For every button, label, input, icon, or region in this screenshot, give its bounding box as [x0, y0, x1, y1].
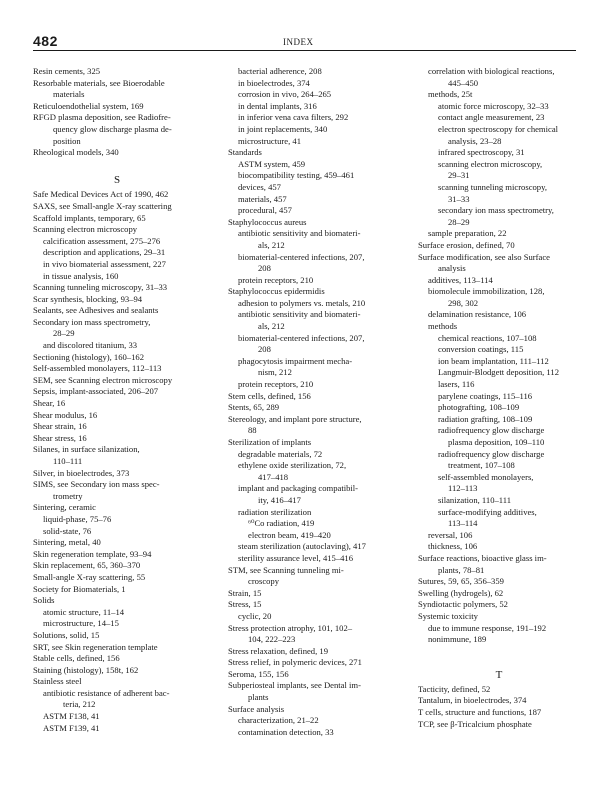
- index-subentry: surface-modifying additives,: [438, 506, 537, 517]
- index-entry: SIMS, see Secondary ion mass spec-: [33, 479, 160, 490]
- spacer: [418, 646, 580, 658]
- index-entry: Scanning electron microscopy: [33, 224, 138, 235]
- index-subentry: implant and packaging compatibil-: [238, 483, 359, 494]
- index-entry: Scaffold implants, temporary, 65: [33, 212, 146, 223]
- index-entry: Stable cells, defined, 156: [33, 653, 120, 664]
- index-entry: SAXS, see Small-angle X-ray scattering: [33, 200, 172, 211]
- index-subentry: microstructure, 14–15: [43, 618, 119, 629]
- header-rule: [33, 50, 576, 51]
- index-subentry: nism, 212: [258, 367, 292, 378]
- index-entry: Sectioning (histology), 160–162: [33, 351, 144, 362]
- index-column-middle: [228, 66, 398, 738]
- index-entry: Subperiosteal implants, see Dental im-: [228, 680, 361, 691]
- index-subentry: atomic force microscopy, 32–33: [438, 100, 549, 111]
- index-subentry: protein receptors, 210: [238, 379, 314, 390]
- index-entry: Tantalum, in bioelectrodes, 374: [418, 695, 527, 706]
- index-entry: Skin regeneration template, 93–94: [33, 548, 152, 559]
- index-subentry: scanning electron microscopy,: [438, 158, 543, 169]
- index-subentry: characterization, 21–22: [238, 715, 319, 726]
- index-subentry: methods: [428, 321, 458, 332]
- index-entry: Silanes, in surface silanization,: [33, 444, 140, 455]
- index-subentry: in vivo biomaterial assessment, 227: [43, 258, 166, 269]
- index-subentry: als, 212: [258, 239, 285, 250]
- index-entry: Shear strain, 16: [33, 421, 87, 432]
- index-subentry: 28–29: [448, 216, 470, 227]
- index-subentry: materials: [53, 89, 85, 100]
- index-entry: Stem cells, defined, 156: [228, 390, 311, 401]
- index-entry: Swelling (hydrogels), 62: [418, 587, 504, 598]
- index-entry: Stainless steel: [33, 676, 82, 687]
- index-subentry: 445–450: [448, 77, 479, 88]
- index-entry: TCP, see β-Tricalcium phosphate: [418, 718, 532, 729]
- index-entry: Skin replacement, 65, 360–370: [33, 560, 141, 571]
- index-entry: Secondary ion mass spectrometry,: [33, 316, 151, 327]
- index-entry: Rheological models, 340: [33, 147, 119, 158]
- index-subentry: conversion coatings, 115: [438, 344, 524, 355]
- index-subentry: silanization, 110–111: [438, 494, 512, 505]
- index-subentry: nonimmune, 189: [428, 634, 487, 645]
- index-subentry: devices, 457: [238, 181, 281, 192]
- index-subentry: analysis, 23–28: [448, 135, 502, 146]
- index-subentry: biomaterial-centered infections, 207,: [238, 332, 365, 343]
- index-subentry: scanning tunneling microscopy,: [438, 181, 547, 192]
- index-subentry: protein receptors, 210: [238, 274, 314, 285]
- index-subentry: procedural, 457: [238, 205, 292, 216]
- index-subentry: degradable materials, 72: [238, 448, 323, 459]
- index-subentry: cyclic, 20: [238, 610, 272, 621]
- index-entry: Syndiotactic polymers, 52: [418, 599, 508, 610]
- index-subentry: trometry: [53, 490, 83, 501]
- index-subentry: 29–31: [448, 170, 470, 181]
- index-subentry: 110–111: [53, 456, 83, 466]
- index-subentry: radiofrequency glow discharge: [438, 448, 545, 459]
- index-subentry: photografting, 108–109: [438, 402, 520, 413]
- index-entry: STM, see Scanning tunneling mi-: [228, 564, 344, 575]
- index-subentry: and discolored titanium, 33: [43, 340, 138, 351]
- index-subentry: ⁶⁰Co radiation, 419: [248, 518, 315, 529]
- index-subentry: adhesion to polymers vs. metals, 210: [238, 297, 366, 308]
- index-entry: Staphylococcus epidermidis: [228, 286, 325, 297]
- index-entry: Sterilization of implants: [228, 437, 312, 447]
- index-subentry: additives, 113–114: [428, 274, 493, 285]
- index-entry: Resorbable materials, see Bioerodable: [33, 77, 165, 88]
- index-entry: Sintering, metal, 40: [33, 537, 101, 548]
- index-subentry: microstructure, 41: [238, 135, 302, 146]
- index-entry: Self-assembled monolayers, 112–113: [33, 363, 162, 374]
- index-entry: Society for Biomaterials, 1: [33, 583, 126, 594]
- index-subentry: sample preparation, 22: [428, 228, 507, 239]
- index-entry: Standards: [228, 147, 262, 158]
- index-subentry: thickness, 106: [428, 541, 478, 552]
- index-subentry: antibiotic sensitivity and biomateri-: [238, 228, 361, 239]
- index-subentry: plants: [248, 692, 269, 703]
- index-subentry: electron beam, 419–420: [248, 529, 331, 540]
- index-entry: SRT, see Skin regeneration template: [33, 641, 158, 652]
- index-subentry: due to immune response, 191–192: [428, 622, 547, 633]
- index-subentry: analysis: [438, 263, 466, 274]
- index-subentry: delamination resistance, 106: [428, 309, 527, 320]
- index-entry: RFGD plasma deposition, see Radiofre-: [33, 112, 171, 123]
- index-entry: Surface modification, see also Surface: [418, 251, 550, 262]
- index-entry: Surface reactions, bioactive glass im-: [418, 552, 547, 563]
- index-subentry: contact angle measurement, 23: [438, 112, 545, 123]
- index-subentry: ethylene oxide sterilization, 72,: [238, 460, 347, 471]
- index-subentry: radiofrequency glow discharge: [438, 425, 545, 436]
- index-subentry: chemical reactions, 107–108: [438, 332, 537, 343]
- index-column-right: [418, 66, 580, 730]
- index-subentry: biomolecule immobilization, 128,: [428, 286, 545, 297]
- index-subentry: lasers, 116: [438, 379, 475, 390]
- index-subentry: 88: [248, 425, 257, 436]
- index-entry: Stress relief, in polymeric devices, 271: [228, 657, 362, 668]
- index-subentry: croscopy: [248, 576, 280, 587]
- index-subentry: calcification assessment, 275–276: [43, 235, 161, 246]
- index-subentry: treatment, 107–108: [448, 460, 515, 471]
- index-entry: Staining (histology), 158t, 162: [33, 664, 139, 675]
- index-subentry: ity, 416–417: [258, 494, 301, 505]
- index-subentry: corrosion in vivo, 264–265: [238, 89, 332, 100]
- index-subentry: Langmuir-Blodgett deposition, 112: [438, 367, 560, 378]
- index-subentry: bacterial adherence, 208: [238, 66, 322, 76]
- index-entry: Systemic toxicity: [418, 610, 478, 621]
- index-subentry: radiation sterilization: [238, 506, 312, 517]
- index-subentry: ASTM system, 459: [238, 158, 306, 169]
- index-subentry: 208: [258, 344, 271, 355]
- index-subentry: 104, 222–223: [248, 634, 296, 645]
- index-entry: Solutions, solid, 15: [33, 629, 100, 640]
- index-entry: Sealants, see Adhesives and sealants: [33, 305, 159, 316]
- index-subentry: phagocytosis impairment mecha-: [238, 355, 353, 366]
- index-subentry: reversal, 106: [428, 529, 473, 540]
- index-entry: Tacticity, defined, 52: [418, 683, 491, 694]
- index-subentry: correlation with biological reactions,: [428, 66, 555, 76]
- page-number: 482: [33, 33, 58, 49]
- index-entry: Stress protection atrophy, 101, 102–: [228, 622, 353, 633]
- index-entry: Solids: [33, 595, 55, 606]
- index-entry: T cells, structure and functions, 187: [418, 707, 542, 718]
- index-entry: Seroma, 155, 156: [228, 668, 289, 679]
- index-subentry: antibiotic sensitivity and biomateri-: [238, 309, 361, 320]
- index-subentry: als, 212: [258, 321, 285, 332]
- index-entry: Safe Medical Devices Act of 1990, 462: [33, 189, 169, 200]
- index-subentry: sterility assurance level, 415–416: [238, 552, 354, 563]
- index-subentry: ASTM F138, 41: [43, 711, 100, 722]
- index-subentry: in tissue analysis, 160: [43, 270, 119, 281]
- index-subentry: 298, 302: [448, 297, 479, 308]
- spacer: [418, 657, 580, 669]
- index-subentry: in joint replacements, 340: [238, 123, 328, 134]
- running-head: INDEX: [283, 37, 314, 47]
- index-subentry: antibiotic resistance of adherent bac-: [43, 687, 170, 698]
- index-entry: Surface analysis: [228, 703, 285, 714]
- index-subentry: steam sterilization (autoclaving), 417: [238, 541, 366, 552]
- index-subentry: materials, 457: [238, 193, 287, 204]
- index-subentry: 113–114: [448, 518, 478, 529]
- index-entry: Stress, 15: [228, 599, 262, 610]
- index-subentry: in dental implants, 316: [238, 100, 317, 111]
- index-subentry: infrared spectroscopy, 31: [438, 147, 525, 158]
- index-subentry: radiation grafting, 108–109: [438, 413, 533, 424]
- index-entry: Resin cements, 325: [33, 66, 101, 76]
- index-subentry: atomic structure, 11–14: [43, 606, 125, 617]
- index-subentry: teria, 212: [63, 699, 96, 710]
- index-subentry: parylene coatings, 115–116: [438, 390, 533, 401]
- index-subentry: ASTM F139, 41: [43, 722, 100, 733]
- index-subentry: 417–418: [258, 471, 289, 482]
- index-subentry: 31–33: [448, 193, 470, 204]
- index-subentry: secondary ion mass spectrometry,: [438, 205, 554, 216]
- index-entry: Sintering, ceramic: [33, 502, 96, 513]
- index-subentry: 28–29: [53, 328, 75, 339]
- index-subentry: biomaterial-centered infections, 207,: [238, 251, 365, 262]
- index-subentry: electron spectroscopy for chemical: [438, 123, 559, 134]
- section-letter: S: [113, 174, 121, 187]
- index-entry: SEM, see Scanning electron microscopy: [33, 374, 173, 385]
- index-entry: Stress relaxation, defined, 19: [228, 645, 328, 656]
- index-subentry: in inferior vena cava filters, 292: [238, 112, 349, 123]
- index-subentry: solid-state, 76: [43, 525, 92, 536]
- index-subentry: methods, 25t: [428, 89, 473, 100]
- index-entry: Reticuloendothelial system, 169: [33, 100, 144, 111]
- index-entry: Shear modulus, 16: [33, 409, 98, 420]
- index-subentry: 208: [258, 263, 271, 274]
- index-entry: Surface erosion, defined, 70: [418, 239, 515, 250]
- index-entry: Shear, 16: [33, 398, 66, 409]
- index-entry: Stents, 65, 289: [228, 402, 280, 413]
- index-subentry: liquid-phase, 75–76: [43, 513, 112, 524]
- index-subentry: quency glow discharge plasma de-: [53, 123, 172, 134]
- index-subentry: description and applications, 29–31: [43, 247, 166, 258]
- index-column-left: [33, 66, 201, 734]
- spacer: [33, 159, 201, 171]
- index-subentry: in bioelectrodes, 374: [238, 77, 310, 88]
- index-entry: Staphylococcus aureus: [228, 216, 307, 227]
- index-subentry: ion beam implantation, 111–112: [438, 355, 549, 366]
- index-entry: Scar synthesis, blocking, 93–94: [33, 293, 143, 304]
- index-entry: Stereology, and implant pore structure,: [228, 413, 362, 424]
- index-entry: Sutures, 59, 65, 356–359: [418, 576, 504, 587]
- index-entry: Strain, 15: [228, 587, 262, 598]
- index-subentry: self-assembled monolayers,: [438, 471, 534, 482]
- index-subentry: position: [53, 135, 81, 146]
- index-entry: Small-angle X-ray scattering, 55: [33, 571, 146, 582]
- index-subentry: plants, 78–81: [438, 564, 485, 575]
- index-subentry: 112–113: [448, 483, 478, 494]
- index-subentry: biocompatibility testing, 459–461: [238, 170, 355, 181]
- index-entry: Sepsis, implant-associated, 206–207: [33, 386, 159, 397]
- index-subentry: plasma deposition, 109–110: [448, 437, 545, 447]
- index-subentry: contamination detection, 33: [238, 726, 334, 737]
- index-entry: Shear stress, 16: [33, 432, 87, 443]
- section-letter: T: [495, 668, 503, 681]
- index-entry: Silver, in bioelectrodes, 373: [33, 467, 130, 478]
- index-entry: Scanning tunneling microscopy, 31–33: [33, 282, 168, 293]
